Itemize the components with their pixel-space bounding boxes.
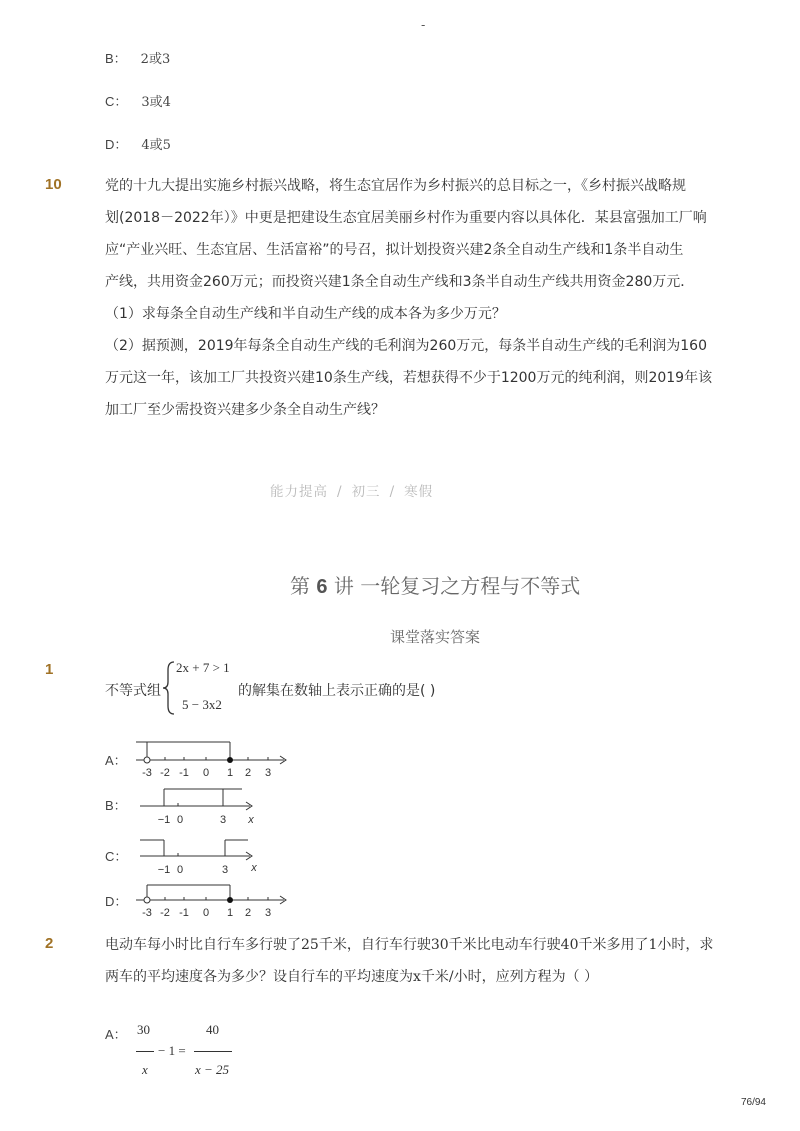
tick-label: 0 xyxy=(202,907,210,919)
breadcrumb-separator: / xyxy=(389,484,396,500)
option-label: D： xyxy=(105,137,128,152)
number-line-c xyxy=(134,834,264,876)
tick-label: −1 xyxy=(157,814,171,826)
q9-option-c xyxy=(105,91,171,110)
text-line: （1）求每条全自动生产线和半自动生产线的成本各为多少万元？ xyxy=(105,306,506,322)
number-line-b xyxy=(134,784,264,826)
tick-label: 0 xyxy=(202,767,210,779)
tick-label: 1 xyxy=(226,907,234,919)
question-10-text xyxy=(105,170,725,426)
tick-label: 2 xyxy=(244,767,252,779)
breadcrumb-separator: / xyxy=(337,484,343,500)
lecture-suffix: 讲 一轮复习之方程与不等式 xyxy=(333,574,581,598)
breadcrumb xyxy=(270,480,433,500)
q1-option-b-label: B： xyxy=(105,798,127,813)
page-number: 76/94 xyxy=(740,1097,766,1108)
q1-option-d-label: D： xyxy=(105,894,128,909)
fraction-2-numerator: 40 xyxy=(206,1022,219,1037)
breadcrumb-item: 寒假 xyxy=(404,484,434,500)
fraction-bar xyxy=(194,1051,232,1052)
tick-label: 2 xyxy=(244,907,252,919)
text-line: （2）据预测，2019年每条全自动生产线的毛利润为260万元，每条半自动生产线的毛利润为160 xyxy=(105,338,707,354)
text-run: 多用了 xyxy=(606,937,649,953)
text-line: 万元这一年，该加工厂共投资兴建10条生产线，若想获得不少于1200万元的纯利润，则2019年该 xyxy=(105,370,713,386)
breadcrumb-item: 初三 xyxy=(351,484,381,500)
tick-label: 3 xyxy=(219,814,227,826)
tick-label: 3 xyxy=(221,864,229,876)
text-run: 25千米 xyxy=(301,937,347,953)
equation-middle: − 1 = xyxy=(158,1043,186,1058)
tick-label: -1 xyxy=(179,907,189,919)
option-value: 4或5 xyxy=(141,138,171,153)
header-dash: - xyxy=(421,18,426,32)
q1-suffix: 的解集在数轴上表示正确的是( ) xyxy=(238,683,436,699)
inequality-1: 2x + 7 > 1 xyxy=(176,660,230,675)
tick-label: -1 xyxy=(179,767,189,779)
tick-label: -2 xyxy=(160,907,170,919)
option-label: B： xyxy=(105,51,127,66)
q1-option-a-label: A： xyxy=(105,753,127,768)
tick-label: 0 xyxy=(176,814,184,826)
text-line xyxy=(105,961,745,993)
inequality-2: 5 − 3x2 xyxy=(182,697,222,712)
text-run: 1小时 xyxy=(648,937,686,953)
text-run: ，自行车行驶 xyxy=(346,937,431,953)
text-run: ，应列方程为（ ） xyxy=(481,969,599,985)
tick-label: 3 xyxy=(264,907,272,919)
text-line: 党的十九大提出实施乡村振兴战略，将生态宜居作为乡村振兴的总目标之一，《乡村振兴战略规 xyxy=(105,178,686,194)
section-title: 课堂落实答案 xyxy=(390,628,481,646)
tick-label: 3 xyxy=(264,767,272,779)
tick-label: -3 xyxy=(142,767,152,779)
question-number-10: 10 xyxy=(45,176,62,193)
tick-label: -2 xyxy=(160,767,170,779)
text-run: 比电动车行驶 xyxy=(476,937,561,953)
lecture-title xyxy=(290,570,580,599)
number-line-a xyxy=(134,740,294,780)
text-run: ，求 xyxy=(685,937,714,953)
fraction-bar xyxy=(136,1051,154,1052)
question-number-2: 2 xyxy=(45,935,54,952)
text-line xyxy=(105,929,745,961)
fraction-2-denominator: x − 25 xyxy=(195,1062,230,1077)
lecture-prefix: 第 xyxy=(290,574,310,598)
text-line: 产线，共用资金260万元；而投资兴建1条全自动生产线和3条半自动生产线共用资金280万元． xyxy=(105,274,695,290)
lecture-number: 6 xyxy=(316,576,328,598)
q1-option-c-label: C： xyxy=(105,849,128,864)
option-label: C： xyxy=(105,94,128,109)
axis-label: x xyxy=(248,814,254,826)
text-run: 30千米 xyxy=(430,937,477,953)
q1-prefix: 不等式组 xyxy=(105,683,161,699)
q2-option-a-label: A： xyxy=(105,1027,127,1042)
question-number-1: 1 xyxy=(45,661,54,678)
text-run: 两车的平均速度各为多少？设自行车的平均速度为 xyxy=(105,969,413,985)
breadcrumb-item: 能力提高 xyxy=(270,484,328,500)
tick-label: −1 xyxy=(157,864,171,876)
question-2-text xyxy=(105,929,745,993)
axis-label: x xyxy=(251,862,257,874)
text-line: 划(2018－2022年）》中更是把建设生态宜居美丽乡村作为重要内容以具体化．某县富强加工厂响 xyxy=(105,210,707,226)
fraction-1-numerator: 30 xyxy=(137,1022,150,1037)
fraction-1-denominator: x xyxy=(142,1062,148,1077)
number-line-d xyxy=(134,880,294,920)
q9-option-b xyxy=(105,48,170,67)
tick-label: -3 xyxy=(142,907,152,919)
text-line: 应“产业兴旺、生态宜居、生活富裕”的号召，拟计划投资兴建2条全自动生产线和1条半自动生 xyxy=(105,242,684,258)
tick-label: 1 xyxy=(226,767,234,779)
option-value: 2或3 xyxy=(140,52,171,67)
text-run: 40千米 xyxy=(560,937,607,953)
text-line: 加工厂至少需投资兴建多少条全自动生产线？ xyxy=(105,402,385,418)
tick-label: 0 xyxy=(176,864,184,876)
option-value: 3或4 xyxy=(141,95,171,110)
q9-option-d xyxy=(105,134,171,153)
text-run: x千米/小时 xyxy=(413,969,482,985)
text-run: 电动车每小时比自行车多行驶了 xyxy=(105,937,301,953)
